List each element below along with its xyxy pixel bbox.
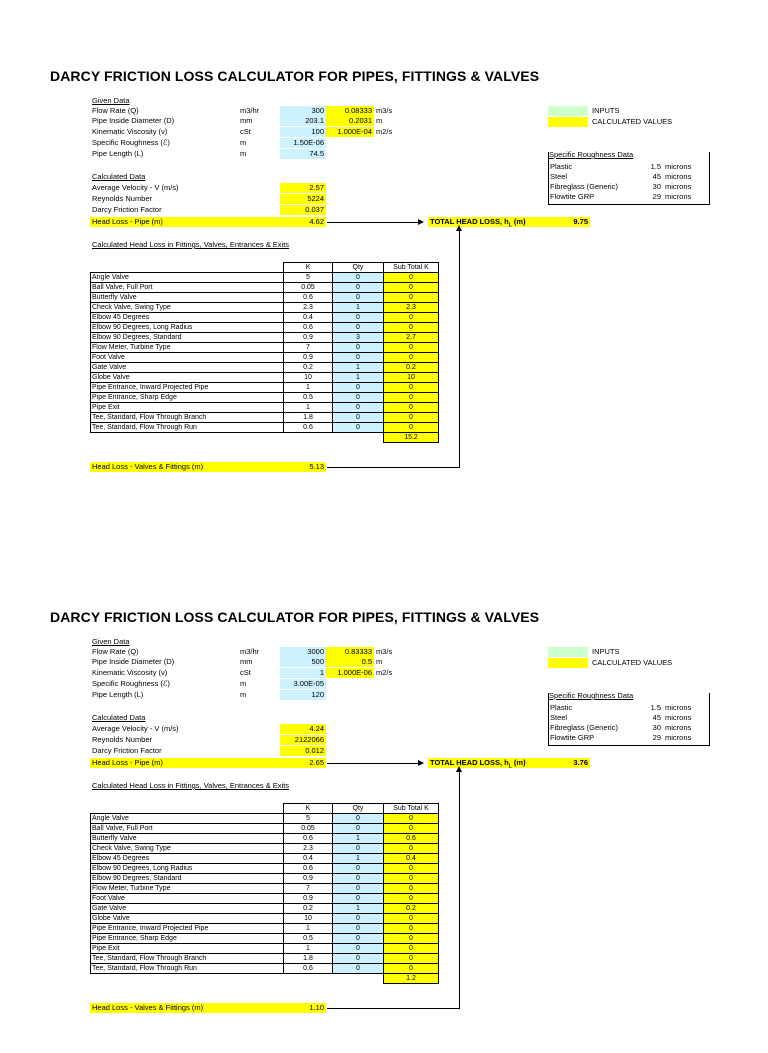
given-input-value[interactable]: 3.00E-05 bbox=[280, 679, 326, 689]
fitting-subtotal: 0.4 bbox=[384, 854, 439, 864]
sum-k-value: 1.2 bbox=[384, 974, 439, 984]
fitting-k: 0.6 bbox=[284, 293, 333, 303]
given-label: Flow Rate (Q) bbox=[92, 106, 139, 115]
roughness-value: 1.5 bbox=[650, 162, 661, 171]
fitting-subtotal: 0.2 bbox=[384, 363, 439, 373]
roughness-header: Specific Roughness Data bbox=[549, 150, 634, 159]
fitting-qty-input[interactable]: 1 bbox=[333, 834, 384, 844]
fitting-subtotal: 0 bbox=[384, 403, 439, 413]
table-row bbox=[91, 403, 439, 413]
calculated-value: 4.24 bbox=[280, 724, 326, 734]
fitting-qty-input[interactable]: 0 bbox=[333, 343, 384, 353]
given-label: Pipe Length (L) bbox=[92, 690, 144, 699]
fitting-name: Tee, Standard, Flow Through Run bbox=[91, 423, 284, 433]
table-row bbox=[91, 313, 439, 323]
table-row bbox=[91, 894, 439, 904]
roughness-value: 1.5 bbox=[650, 703, 661, 712]
fitting-subtotal: 2.3 bbox=[384, 303, 439, 313]
head-loss-fittings-label: Head Loss - Valves & Fittings (m) bbox=[92, 1003, 204, 1012]
fitting-subtotal: 0.2 bbox=[384, 904, 439, 914]
fitting-subtotal: 0 bbox=[384, 273, 439, 283]
total-head-loss-label: TOTAL HEAD LOSS, $h_L$ (m) bbox=[430, 758, 526, 770]
fitting-qty-input[interactable]: 0 bbox=[333, 814, 384, 824]
fitting-k: 1.8 bbox=[284, 413, 333, 423]
fitting-qty-input[interactable]: 0 bbox=[333, 894, 384, 904]
given-converted-value: 0.08333 bbox=[326, 106, 374, 116]
fitting-subtotal: 0 bbox=[384, 343, 439, 353]
fitting-name: Pipe Exit bbox=[91, 403, 284, 413]
column-subtotal: Sub Total K bbox=[384, 804, 439, 814]
fitting-k: 0.9 bbox=[284, 353, 333, 363]
given-unit: m bbox=[240, 138, 247, 147]
sum-k-row bbox=[91, 433, 439, 443]
fitting-qty-input[interactable]: 1 bbox=[333, 303, 384, 313]
given-unit: m bbox=[240, 679, 247, 688]
table-row bbox=[91, 854, 439, 864]
fitting-k: 0.2 bbox=[284, 363, 333, 373]
fitting-qty-input[interactable]: 0 bbox=[333, 964, 384, 974]
fittings-column-header-row bbox=[91, 263, 439, 273]
calculated-label: Darcy Friction Factor bbox=[92, 205, 162, 214]
roughness-unit: microns bbox=[665, 713, 692, 722]
fitting-k: 0.6 bbox=[284, 834, 333, 844]
fitting-k: 7 bbox=[284, 884, 333, 894]
fitting-qty-input[interactable]: 0 bbox=[333, 353, 384, 363]
fitting-k: 0.5 bbox=[284, 934, 333, 944]
table-row bbox=[91, 333, 439, 343]
table-row bbox=[91, 303, 439, 313]
fitting-name: Butterfly Valve bbox=[91, 834, 284, 844]
fitting-k: 0.9 bbox=[284, 333, 333, 343]
roughness-data-table bbox=[548, 152, 710, 205]
given-label: Flow Rate (Q) bbox=[92, 647, 139, 656]
given-converted-value: 1.000E-04 bbox=[326, 127, 374, 137]
fitting-subtotal: 0 bbox=[384, 413, 439, 423]
roughness-header: Specific Roughness Data bbox=[549, 691, 634, 700]
head-loss-pipe-value: 4.62 bbox=[309, 217, 324, 226]
table-row bbox=[91, 914, 439, 924]
sum-k-value: 15.2 bbox=[384, 433, 439, 443]
fitting-qty-input[interactable]: 1 bbox=[333, 854, 384, 864]
table-row bbox=[91, 964, 439, 974]
arrow-right-icon bbox=[418, 760, 424, 766]
calculated-label: Reynolds Number bbox=[92, 194, 153, 203]
table-row bbox=[91, 904, 439, 914]
fitting-qty-input[interactable]: 0 bbox=[333, 944, 384, 954]
roughness-value: 45 bbox=[652, 713, 661, 722]
fitting-k: 5 bbox=[284, 273, 333, 283]
given-converted-value: 0.2031 bbox=[326, 116, 374, 126]
given-label: Pipe Length (L) bbox=[92, 149, 144, 158]
calculated-value: 0.012 bbox=[280, 746, 326, 756]
given-unit: cSt bbox=[240, 668, 251, 677]
fitting-name: Flow Meter, Turbine Type bbox=[91, 343, 284, 353]
fitting-name: Gate Valve bbox=[91, 363, 284, 373]
fitting-qty-input[interactable]: 1 bbox=[333, 373, 384, 383]
roughness-value: 45 bbox=[652, 172, 661, 181]
fitting-qty-input[interactable]: 0 bbox=[333, 393, 384, 403]
given-input-value[interactable]: 100 bbox=[280, 127, 326, 137]
fitting-name: Elbow 45 Degrees bbox=[91, 313, 284, 323]
fitting-subtotal: 0 bbox=[384, 934, 439, 944]
fitting-k: 0.4 bbox=[284, 313, 333, 323]
given-converted-value: 0.83333 bbox=[326, 647, 374, 657]
fitting-subtotal: 0 bbox=[384, 824, 439, 834]
calculated-label: Average Velocity - V (m/s) bbox=[92, 183, 179, 192]
table-row bbox=[91, 323, 439, 333]
fitting-qty-input[interactable]: 0 bbox=[333, 924, 384, 934]
fitting-k: 0.05 bbox=[284, 824, 333, 834]
fitting-subtotal: 0 bbox=[384, 924, 439, 934]
fitting-qty-input[interactable]: 0 bbox=[333, 884, 384, 894]
column-qty: Qty bbox=[333, 263, 384, 273]
given-label: Specific Roughness (ℰ) bbox=[92, 138, 170, 147]
fitting-k: 1 bbox=[284, 403, 333, 413]
fitting-name: Elbow 45 Degrees bbox=[91, 854, 284, 864]
fitting-name: Angle Valve bbox=[91, 273, 284, 283]
fitting-k: 1 bbox=[284, 924, 333, 934]
table-row bbox=[91, 944, 439, 954]
roughness-unit: microns bbox=[665, 162, 692, 171]
fitting-name: Elbow 90 Degrees, Long Radius bbox=[91, 323, 284, 333]
given-converted-value: 1.000E-06 bbox=[326, 668, 374, 678]
table-row bbox=[91, 934, 439, 944]
calculated-value: 0.037 bbox=[280, 205, 326, 215]
calculator-2 bbox=[0, 541, 768, 1053]
given-converted-unit: m3/s bbox=[376, 106, 393, 115]
table-row bbox=[91, 824, 439, 834]
legend-inputs-swatch bbox=[548, 106, 588, 116]
fitting-subtotal: 10 bbox=[384, 373, 439, 383]
roughness-unit: microns bbox=[665, 182, 692, 191]
calculated-data-header: Calculated Data bbox=[92, 713, 146, 722]
fitting-subtotal: 0 bbox=[384, 874, 439, 884]
fitting-subtotal: 0 bbox=[384, 383, 439, 393]
fitting-name: Check Valve, Swing Type bbox=[91, 844, 284, 854]
given-data-header: Given Data bbox=[92, 96, 130, 105]
total-head-loss-value: 3.76 bbox=[573, 758, 588, 767]
fitting-name: Globe Valve bbox=[91, 914, 284, 924]
fitting-name: Globe Valve bbox=[91, 373, 284, 383]
roughness-material: Steel bbox=[550, 713, 568, 722]
fitting-subtotal: 0 bbox=[384, 894, 439, 904]
fitting-k: 0.6 bbox=[284, 964, 333, 974]
fitting-name: Butterfly Valve bbox=[91, 293, 284, 303]
fittings-table bbox=[90, 803, 439, 984]
fitting-name: Pipe Entrance, Inward Projected Pipe bbox=[91, 383, 284, 393]
roughness-unit: microns bbox=[665, 192, 692, 201]
table-row bbox=[91, 834, 439, 844]
table-row bbox=[91, 283, 439, 293]
calculated-data-header: Calculated Data bbox=[92, 172, 146, 181]
given-converted-unit: m2/s bbox=[376, 668, 393, 677]
roughness-material: Plastic bbox=[550, 162, 573, 171]
column-subtotal: Sub Total K bbox=[384, 263, 439, 273]
given-converted-unit: m3/s bbox=[376, 647, 393, 656]
fitting-k: 0.9 bbox=[284, 894, 333, 904]
fitting-subtotal: 0 bbox=[384, 393, 439, 403]
fitting-k: 0.6 bbox=[284, 323, 333, 333]
roughness-value: 30 bbox=[652, 723, 661, 732]
roughness-material: Flowtite GRP bbox=[550, 733, 595, 742]
given-unit: m3/hr bbox=[240, 647, 260, 656]
table-row bbox=[91, 423, 439, 433]
given-unit: m3/hr bbox=[240, 106, 260, 115]
head-loss-pipe-label: Head Loss - Pipe (m) bbox=[92, 758, 163, 767]
head-loss-fittings-value: 5.13 bbox=[309, 462, 324, 471]
table-row bbox=[91, 273, 439, 283]
fitting-subtotal: 0 bbox=[384, 293, 439, 303]
fitting-qty-input[interactable]: 1 bbox=[333, 363, 384, 373]
roughness-value: 29 bbox=[652, 192, 661, 201]
head-loss-pipe-value: 2.65 bbox=[309, 758, 324, 767]
arrow-right-icon bbox=[418, 219, 424, 225]
fitting-qty-input[interactable]: 0 bbox=[333, 844, 384, 854]
fitting-qty-input[interactable]: 0 bbox=[333, 283, 384, 293]
fitting-qty-input[interactable]: 0 bbox=[333, 864, 384, 874]
fittings-column-header-row bbox=[91, 804, 439, 814]
head-loss-fittings-label: Head Loss - Valves & Fittings (m) bbox=[92, 462, 204, 471]
fitting-qty-input[interactable]: 0 bbox=[333, 403, 384, 413]
given-label: Pipe Inside Diameter (D) bbox=[92, 116, 175, 125]
fitting-qty-input[interactable]: 0 bbox=[333, 954, 384, 964]
fitting-qty-input[interactable]: 0 bbox=[333, 413, 384, 423]
fitting-qty-input[interactable]: 0 bbox=[333, 934, 384, 944]
given-converted-unit: m bbox=[376, 657, 383, 666]
fitting-name: Flow Meter, Turbine Type bbox=[91, 884, 284, 894]
given-input-value[interactable]: 120 bbox=[280, 690, 326, 700]
given-label: Kinematic Viscosity (ν) bbox=[92, 668, 168, 677]
fitting-name: Pipe Entrance, Inward Projected Pipe bbox=[91, 924, 284, 934]
fitting-k: 10 bbox=[284, 914, 333, 924]
given-input-value[interactable]: 300 bbox=[280, 106, 326, 116]
fitting-name: Ball Valve, Full Port bbox=[91, 824, 284, 834]
roughness-unit: microns bbox=[665, 723, 692, 732]
fitting-k: 2.3 bbox=[284, 303, 333, 313]
fitting-name: Pipe Entrance, Sharp Edge bbox=[91, 934, 284, 944]
fitting-name: Tee, Standard, Flow Through Run bbox=[91, 964, 284, 974]
fitting-subtotal: 0 bbox=[384, 313, 439, 323]
roughness-value: 29 bbox=[652, 733, 661, 742]
calculator-1 bbox=[0, 0, 768, 512]
table-row bbox=[91, 874, 439, 884]
fittings-header: Calculated Head Loss in Fittings, Valves, Entrances & Exits bbox=[92, 240, 290, 249]
legend-calculated-swatch bbox=[548, 117, 588, 127]
legend-inputs-label: INPUTS bbox=[592, 106, 620, 115]
head-loss-pipe-label: Head Loss - Pipe (m) bbox=[92, 217, 163, 226]
fitting-k: 0.6 bbox=[284, 423, 333, 433]
fitting-k: 1 bbox=[284, 944, 333, 954]
given-label: Kinematic Viscosity (ν) bbox=[92, 127, 168, 136]
roughness-material: Fibreglass (Generic) bbox=[550, 182, 618, 191]
column-qty: Qty bbox=[333, 804, 384, 814]
given-input-value[interactable]: 203.1 bbox=[280, 116, 326, 126]
calculated-value: 2122066 bbox=[280, 735, 326, 745]
fitting-subtotal: 0 bbox=[384, 914, 439, 924]
arrow-up-icon bbox=[456, 766, 462, 772]
given-unit: cSt bbox=[240, 127, 251, 136]
legend-calculated-label: CALCULATED VALUES bbox=[592, 658, 673, 667]
table-row bbox=[91, 844, 439, 854]
fitting-name: Tee, Standard, Flow Through Branch bbox=[91, 413, 284, 423]
fitting-k: 0.5 bbox=[284, 393, 333, 403]
table-row bbox=[91, 373, 439, 383]
calculator-title: DARCY FRICTION LOSS CALCULATOR FOR PIPES, FITTINGS & VALVES bbox=[50, 68, 540, 84]
fitting-k: 2.3 bbox=[284, 844, 333, 854]
calculated-label: Reynolds Number bbox=[92, 735, 153, 744]
fitting-qty-input[interactable]: 1 bbox=[333, 904, 384, 914]
table-row bbox=[91, 353, 439, 363]
roughness-material: Steel bbox=[550, 172, 568, 181]
fitting-k: 7 bbox=[284, 343, 333, 353]
calculator-title: DARCY FRICTION LOSS CALCULATOR FOR PIPES, FITTINGS & VALVES bbox=[50, 609, 540, 625]
legend-inputs-label: INPUTS bbox=[592, 647, 620, 656]
given-unit: mm bbox=[240, 116, 253, 125]
fitting-k: 5 bbox=[284, 814, 333, 824]
table-row bbox=[91, 814, 439, 824]
fitting-qty-input[interactable]: 0 bbox=[333, 824, 384, 834]
roughness-unit: microns bbox=[665, 172, 692, 181]
calculated-label: Darcy Friction Factor bbox=[92, 746, 162, 755]
fitting-name: Foot Valve bbox=[91, 353, 284, 363]
total-head-loss-value: 9.75 bbox=[573, 217, 588, 226]
given-input-value[interactable]: 74.5 bbox=[280, 149, 326, 159]
table-row bbox=[91, 343, 439, 353]
fitting-name: Ball Valve, Full Port bbox=[91, 283, 284, 293]
fitting-k: 0.9 bbox=[284, 874, 333, 884]
given-label: Specific Roughness (ℰ) bbox=[92, 679, 170, 688]
given-converted-value: 0.5 bbox=[326, 657, 374, 667]
fitting-name: Foot Valve bbox=[91, 894, 284, 904]
fitting-subtotal: 0.6 bbox=[384, 834, 439, 844]
total-head-loss-label: TOTAL HEAD LOSS, $h_L$ (m) bbox=[430, 217, 526, 229]
given-unit: m bbox=[240, 149, 247, 158]
fitting-k: 1.8 bbox=[284, 954, 333, 964]
fitting-qty-input[interactable]: 0 bbox=[333, 323, 384, 333]
fitting-name: Elbow 90 Degrees, Standard bbox=[91, 874, 284, 884]
fitting-subtotal: 0 bbox=[384, 864, 439, 874]
given-input-value[interactable]: 1 bbox=[280, 668, 326, 678]
roughness-material: Plastic bbox=[550, 703, 573, 712]
fitting-name: Gate Valve bbox=[91, 904, 284, 914]
arrow-up-icon bbox=[456, 225, 462, 231]
given-converted-unit: m2/s bbox=[376, 127, 393, 136]
roughness-material: Flowtite GRP bbox=[550, 192, 595, 201]
fitting-qty-input[interactable]: 0 bbox=[333, 313, 384, 323]
fitting-qty-input[interactable]: 3 bbox=[333, 333, 384, 343]
fitting-subtotal: 2.7 bbox=[384, 333, 439, 343]
fitting-qty-input[interactable]: 0 bbox=[333, 383, 384, 393]
table-row bbox=[91, 954, 439, 964]
given-input-value[interactable]: 500 bbox=[280, 657, 326, 667]
fitting-name: Check Valve, Swing Type bbox=[91, 303, 284, 313]
table-row bbox=[91, 363, 439, 373]
table-row bbox=[91, 383, 439, 393]
fitting-qty-input[interactable]: 0 bbox=[333, 293, 384, 303]
fitting-k: 0.2 bbox=[284, 904, 333, 914]
column-k: K bbox=[284, 263, 333, 273]
calculated-value: 2.57 bbox=[280, 183, 326, 193]
table-row bbox=[91, 293, 439, 303]
fitting-subtotal: 0 bbox=[384, 954, 439, 964]
roughness-value: 30 bbox=[652, 182, 661, 191]
given-input-value[interactable]: 3000 bbox=[280, 647, 326, 657]
fitting-subtotal: 0 bbox=[384, 844, 439, 854]
fitting-subtotal: 0 bbox=[384, 353, 439, 363]
head-loss-fittings-value: 1.10 bbox=[309, 1003, 324, 1012]
roughness-material: Fibreglass (Generic) bbox=[550, 723, 618, 732]
fittings-table bbox=[90, 262, 439, 443]
fitting-subtotal: 0 bbox=[384, 283, 439, 293]
calculated-label: Average Velocity - V (m/s) bbox=[92, 724, 179, 733]
fitting-subtotal: 0 bbox=[384, 814, 439, 824]
fitting-qty-input[interactable]: 0 bbox=[333, 874, 384, 884]
fitting-k: 0.4 bbox=[284, 854, 333, 864]
fitting-subtotal: 0 bbox=[384, 944, 439, 954]
fitting-name: Elbow 90 Degrees, Standard bbox=[91, 333, 284, 343]
fitting-name: Tee, Standard, Flow Through Branch bbox=[91, 954, 284, 964]
roughness-unit: microns bbox=[665, 703, 692, 712]
fitting-subtotal: 0 bbox=[384, 423, 439, 433]
roughness-unit: microns bbox=[665, 733, 692, 742]
fitting-name: Pipe Entrance, Sharp Edge bbox=[91, 393, 284, 403]
fitting-subtotal: 0 bbox=[384, 884, 439, 894]
fitting-k: 1 bbox=[284, 383, 333, 393]
column-k: K bbox=[284, 804, 333, 814]
given-unit: m bbox=[240, 690, 247, 699]
legend-calculated-label: CALCULATED VALUES bbox=[592, 117, 673, 126]
fitting-name: Elbow 90 Degrees, Long Radius bbox=[91, 864, 284, 874]
calculated-value: 5224 bbox=[280, 194, 326, 204]
given-converted-unit: m bbox=[376, 116, 383, 125]
fitting-k: 0.05 bbox=[284, 283, 333, 293]
given-data-header: Given Data bbox=[92, 637, 130, 646]
table-row bbox=[91, 864, 439, 874]
sum-k-row bbox=[91, 974, 439, 984]
roughness-data-table bbox=[548, 693, 710, 746]
legend-calculated-swatch bbox=[548, 658, 588, 668]
given-input-value[interactable]: 1.50E-06 bbox=[280, 138, 326, 148]
table-row bbox=[91, 924, 439, 934]
fitting-subtotal: 0 bbox=[384, 323, 439, 333]
fitting-k: 10 bbox=[284, 373, 333, 383]
given-label: Pipe Inside Diameter (D) bbox=[92, 657, 175, 666]
fitting-qty-input[interactable]: 0 bbox=[333, 914, 384, 924]
fitting-name: Angle Valve bbox=[91, 814, 284, 824]
fitting-qty-input[interactable]: 0 bbox=[333, 423, 384, 433]
fitting-subtotal: 0 bbox=[384, 964, 439, 974]
fittings-header: Calculated Head Loss in Fittings, Valves, Entrances & Exits bbox=[92, 781, 290, 790]
given-unit: mm bbox=[240, 657, 253, 666]
fitting-k: 0.6 bbox=[284, 864, 333, 874]
table-row bbox=[91, 393, 439, 403]
table-row bbox=[91, 413, 439, 423]
fitting-qty-input[interactable]: 0 bbox=[333, 273, 384, 283]
table-row bbox=[91, 884, 439, 894]
legend-inputs-swatch bbox=[548, 647, 588, 657]
fitting-name: Pipe Exit bbox=[91, 944, 284, 954]
